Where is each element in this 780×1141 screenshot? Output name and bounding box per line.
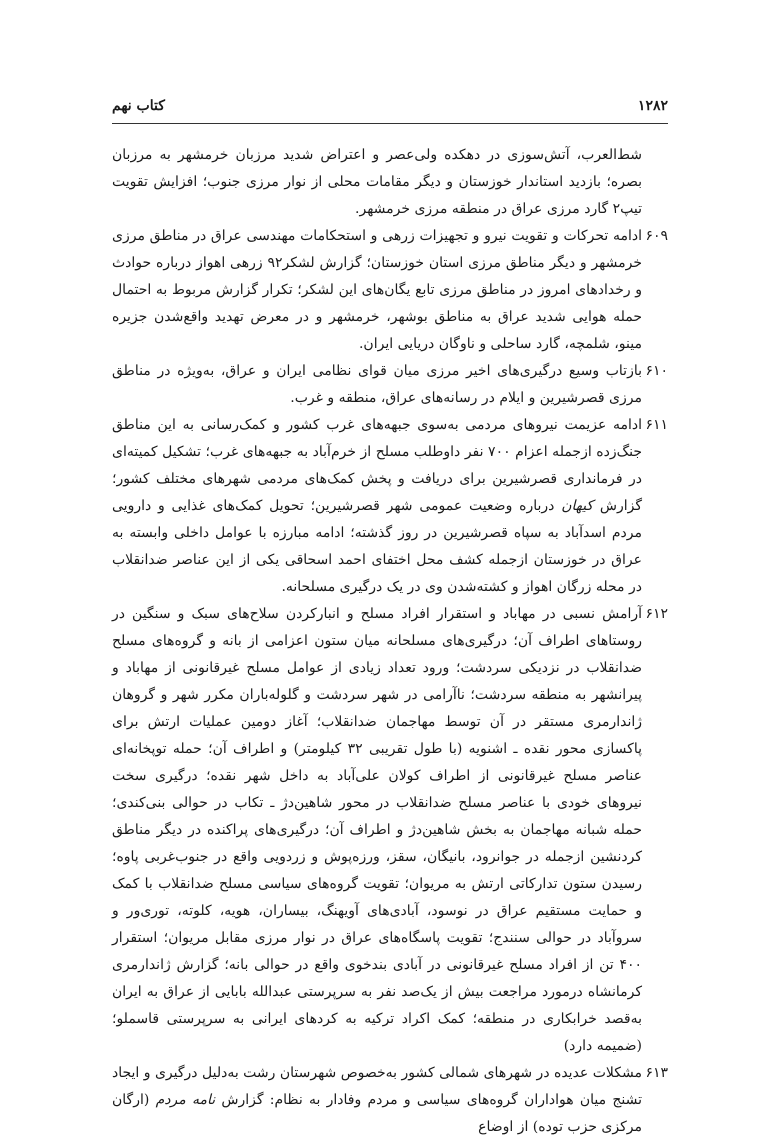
- entry-text-before: مشکلات عدیده در شهرهای شمالی کشور به‌خصوص شهرستان رشت به‌دلیل درگیری و ایجاد تشنج میان هواداران گروه‌های سیاسی و مردم وفادار به نظام: گزارش: [111, 1065, 643, 1108]
- entry-text: بازتاب وسیع درگیری‌های اخیر مرزی میان قوای نظامی ایران و عراق، به‌ویژه در مناطق مرزی قصرشیرین و ایلام در رسانه‌های عراق، منطقه و غرب.: [112, 363, 642, 406]
- entry-number: ۶۰۹: [645, 228, 668, 244]
- page-number: ۱۲۸۲: [637, 98, 668, 114]
- entry-number: ۶۱۱: [645, 417, 668, 433]
- entry-number: ۶۱۲: [645, 606, 668, 622]
- entry-text-before: ادامه عزیمت نیروهای مردمی به‌سوی جبهه‌های غرب کشور و کمک‌رسانی به این مناطق جنگ‌زده ازجمله اعزام ۷۰۰ نفر داوطلب مسلح از خرم‌آباد به جبهه‌های غرب؛ تشکیل کمیته‌ای در فرمانداری قصرشیرین برای دریافت و پخش کمک‌های مردمی شهرهای مختلف کشور؛ گزارش: [112, 417, 643, 514]
- entry-number: ۶۱۰: [645, 363, 668, 379]
- continuation-text: شط‌العرب، آتش‌سوزی در دهکده ولی‌عصر و اعتراض شدید مرزبان خرمشهر به مرزبان بصره؛ بازدید استاندار خوزستان و دیگر مقامات محلی از نوار مرزی جنوب؛ افزایش تقویت تیپ۲ گارد مرزی عراق در منطقه مرزی خرمشهر.: [112, 147, 642, 217]
- entry-number: ۶۱۳: [645, 1065, 668, 1081]
- page-header: [112, 93, 668, 119]
- chronology-content: [112, 142, 668, 1141]
- entry-text-after: (ارگان مرکزی حزب توده) از اوضاع: [112, 1092, 642, 1135]
- book-title: کتاب نهم: [112, 98, 165, 114]
- chronology-entry-611: [112, 412, 668, 601]
- header-rule: [112, 123, 668, 124]
- entry-text-after: درباره وضعیت عمومی شهر قصرشیرین؛ تحویل کمک‌های غذایی و دارویی مردم اسدآباد به سپاه قصرشیرین در روز گذشته؛ ادامه مبارزه با عوامل داخلی وابسته به عراق در خوزستان ازجمله کشف محل اختفای احمد اسحاقی یکی از این عناصر ضدانقلاب در محله زرگان اهواز و کشته‌شدن وی در یک درگیری مسلحانه.: [112, 498, 642, 595]
- chronology-entry-612: [112, 601, 668, 1060]
- chronology-entry-613: [112, 1060, 668, 1141]
- continuation-paragraph: [112, 142, 668, 223]
- chronology-entry-609: [112, 223, 668, 358]
- entry-text: آرامش نسبی در مهاباد و استقرار افراد مسلح و انبارکردن سلاح‌های سبک و سنگین در روستاهای اطراف آن؛ درگیری‌های مسلحانه میان ستون اعزامی از بانه و گروه‌های مسلح ضدانقلاب در نزدیکی سردشت؛ ورود تعداد زیادی از عوامل مسلح غیرقانونی از مهاباد و پیرانشهر به منطقه سردشت؛ ناآرامی در شهر سردشت و گلوله‌باران مکرر شهر و گروهان ژاندارمری مستقر در آن توسط مهاجمان ضدانقلاب؛ آغاز دومین عملیات ارتش برای پاکسازی محور نقده ـ اشنویه (با طول تقریبی ۳۲ کیلومتر) و اطراف آن؛ حمله توپخانه‌ای عناصر مسلح غیرقانونی از اطراف کولان علی‌آباد به داخل شهر نقده؛ درگیری سخت نیروهای خودی با عناصر مسلح ضدانقلاب در محور شاهین‌دژ ـ تکاب در حوالی بنی‌کندی؛ حمله شبانه مهاجمان به بخش شاهین‌دژ و اطراف آن؛ درگیری‌های پراکنده در دیگر مناطق کردنشین ازجمله در جوانرود، بانیگان، سقز، ورزه‌پوش و زردویی واقع در جنوب‌غربی پاوه؛ رسیدن ستون تدارکاتی ارتش به مریوان؛ تقویت گروه‌های سیاسی مسلح ضدانقلاب با کمک و حمایت مستقیم عراق در نوسود، آبادی‌های آویهنگ، بیساران، هویه، کلوته، توری‌ور و سروآباد در حوالی سنندج؛ تقویت پاسگاه‌های عراق در نوار مرزی مقابل مریوان؛ استقرار ۴۰۰ تن از افراد مسلح غیرقانونی در آبادی بندخوی واقع در حوالی بانه؛ گزارش ژاندارمری کرمانشاه درمورد مراجعت بیش از یک‌صد نفر به سرپرستی عبدالله بابایی از عراق به ایران به‌قصد خرابکاری در منطقه؛ کمک اکراد ترکیه به کردهای ایرانی به سرپرستی قاسملو؛ (ضمیمه دارد): [112, 606, 643, 1054]
- newspaper-title: کیهان: [561, 498, 594, 514]
- newspaper-title: نامه مردم: [155, 1092, 216, 1108]
- chronology-entry-610: [112, 358, 668, 412]
- entry-text: ادامه تحرکات و تقویت نیرو و تجهیزات زرهی و استحکامات مهندسی عراق در مناطق مرزی خرمشهر و دیگر مناطق مرزی استان خوزستان؛ گزارش لشکر۹۲ زرهی اهواز درباره حوادث و رخدادهای امروز در مناطق مرزی تابع یگان‌های این لشکر؛ تکرار گزارش مربوط به احتمال حمله هوایی شدید عراق به مناطق بوشهر، خرمشهر و در معرض تهدید واقع‌شدن جزیره مینو، شلمچه، گارد ساحلی و ناوگان دریایی ایران.: [112, 228, 642, 352]
